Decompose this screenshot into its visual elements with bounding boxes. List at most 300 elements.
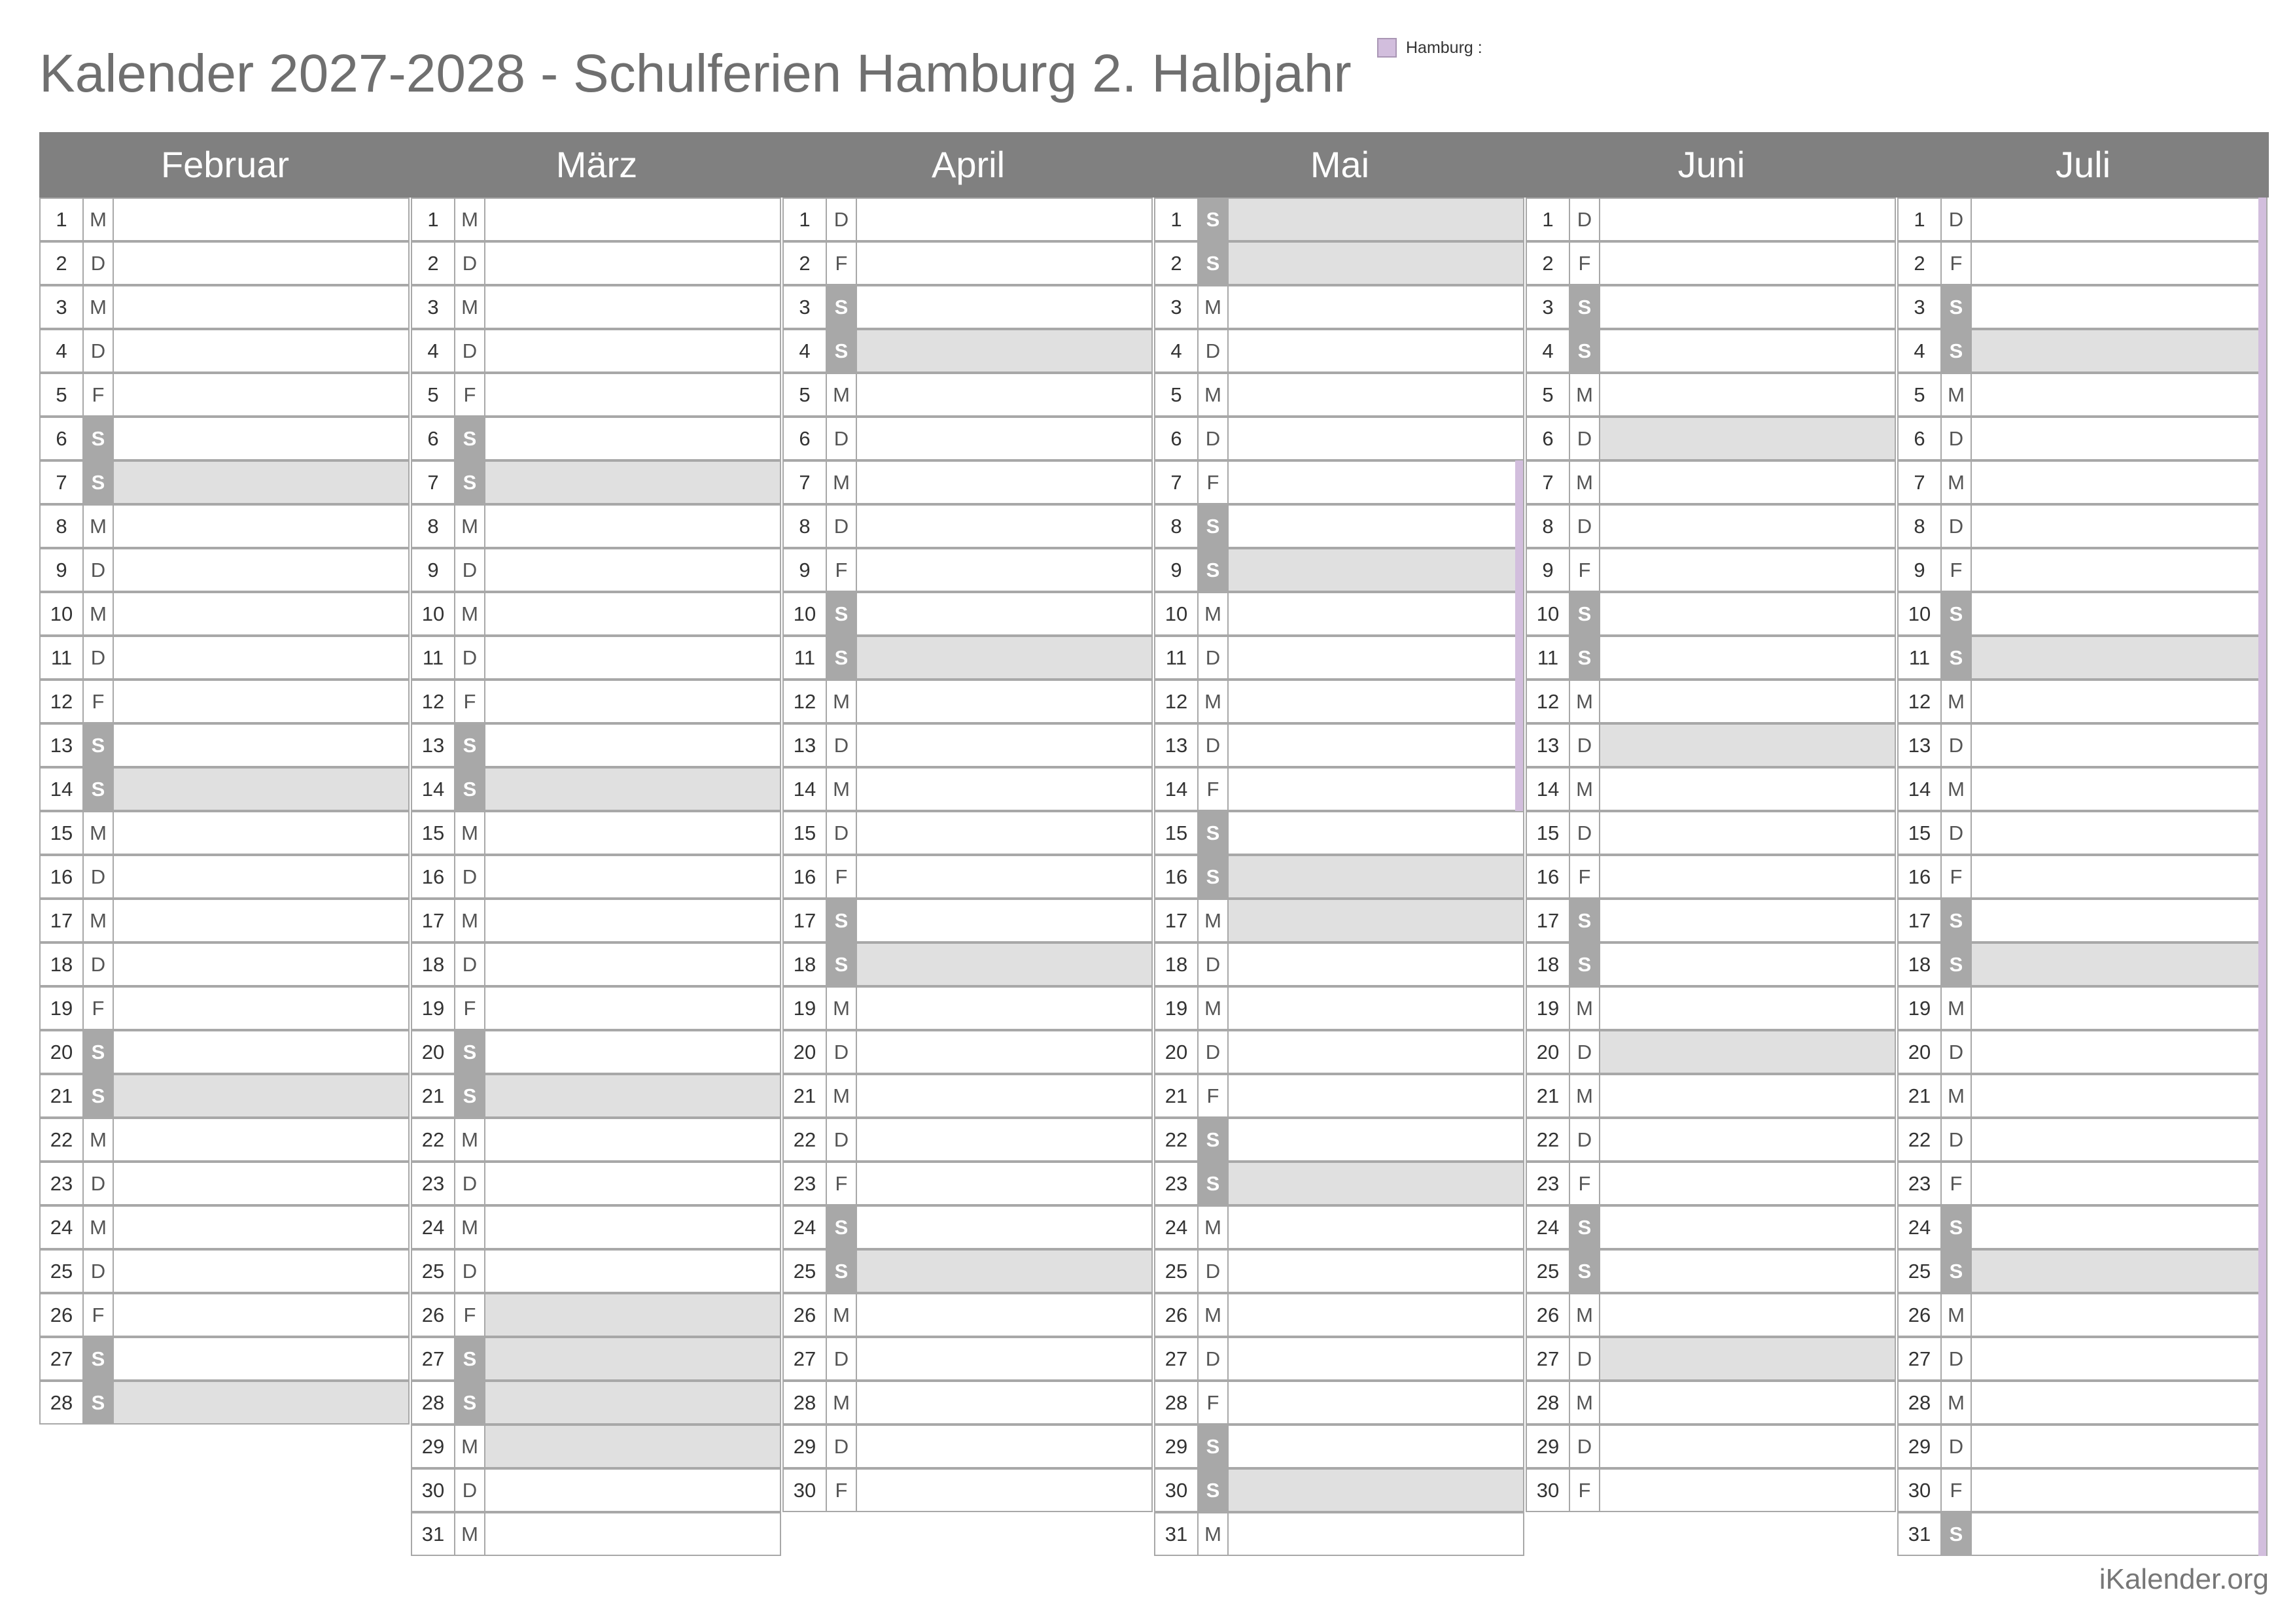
day-row [39, 636, 410, 680]
day-row [1526, 1293, 1896, 1337]
day-row [1154, 1162, 1524, 1205]
day-number: 12 [784, 681, 827, 722]
day-row [1526, 1468, 1896, 1512]
day-number: 2 [1155, 243, 1199, 284]
day-note-area [857, 900, 1151, 941]
day-note-area [1600, 549, 1895, 591]
day-number: 30 [784, 1470, 827, 1511]
day-row [411, 855, 781, 899]
day-number: 20 [1155, 1031, 1199, 1073]
legend-swatch [1377, 38, 1397, 58]
day-row [1526, 1162, 1896, 1205]
day-note-area [114, 812, 408, 854]
day-number: 28 [1899, 1382, 1942, 1423]
day-note-area [1600, 1382, 1895, 1423]
weekday-letter: S [827, 637, 857, 678]
day-note-area [1600, 812, 1895, 854]
day-row [1526, 1030, 1896, 1074]
day-number: 16 [1899, 856, 1942, 897]
weekday-letter: D [1199, 1338, 1229, 1379]
day-number: 17 [1527, 900, 1570, 941]
day-row [782, 1030, 1153, 1074]
day-number: 12 [1527, 681, 1570, 722]
day-note-area [114, 462, 408, 503]
day-row [1897, 198, 2268, 241]
day-number: 14 [1155, 769, 1199, 810]
weekday-letter: D [1199, 725, 1229, 766]
day-note-area [485, 637, 780, 678]
day-row [39, 1337, 410, 1381]
weekday-letter: F [1570, 549, 1600, 591]
day-row [411, 1162, 781, 1205]
day-row [411, 460, 781, 504]
day-row [1154, 899, 1524, 942]
day-note-area [114, 769, 408, 810]
day-row [782, 1293, 1153, 1337]
weekday-letter: D [1199, 418, 1229, 459]
weekday-letter: M [84, 1119, 114, 1160]
day-number: 16 [41, 856, 84, 897]
weekday-letter: D [455, 1251, 485, 1292]
day-row [411, 767, 781, 811]
day-number: 30 [1155, 1470, 1199, 1511]
weekday-letter: M [827, 988, 857, 1029]
day-note-area [1229, 944, 1523, 985]
day-number: 28 [784, 1382, 827, 1423]
weekday-letter: F [1942, 1470, 1972, 1511]
day-note-area [1229, 1031, 1523, 1073]
day-row [1897, 373, 2268, 417]
day-note-area [1972, 462, 2266, 503]
weekday-letter: S [1942, 900, 1972, 941]
weekday-letter: S [827, 330, 857, 371]
weekday-letter: S [1942, 1207, 1972, 1248]
day-note-area [1229, 1382, 1523, 1423]
weekday-letter: D [1199, 1031, 1229, 1073]
weekday-letter: F [455, 374, 485, 415]
day-note-area [1600, 681, 1895, 722]
day-number: 2 [1527, 243, 1570, 284]
day-row [1154, 504, 1524, 548]
weekday-letter: M [1942, 374, 1972, 415]
day-note-area [1229, 681, 1523, 722]
day-number: 21 [784, 1075, 827, 1116]
day-row [411, 1249, 781, 1293]
day-number: 4 [1155, 330, 1199, 371]
weekday-letter: S [1199, 549, 1229, 591]
weekday-letter: M [1199, 286, 1229, 328]
day-note-area [485, 681, 780, 722]
day-number: 11 [1527, 637, 1570, 678]
weekday-letter: F [1570, 243, 1600, 284]
day-note-area [1229, 1163, 1523, 1204]
weekday-letter: S [1942, 944, 1972, 985]
day-row [1897, 636, 2268, 680]
day-row [39, 767, 410, 811]
day-note-area [857, 637, 1151, 678]
day-row [1897, 241, 2268, 285]
day-note-area [857, 856, 1151, 897]
day-number: 31 [412, 1513, 455, 1555]
day-number: 31 [1155, 1513, 1199, 1555]
day-note-area [1600, 725, 1895, 766]
day-number: 4 [1527, 330, 1570, 371]
day-row [782, 1249, 1153, 1293]
weekday-letter: D [84, 243, 114, 284]
day-note-area [114, 1119, 408, 1160]
day-note-area [114, 1294, 408, 1336]
day-row [1154, 1118, 1524, 1162]
day-note-area [1600, 1119, 1895, 1160]
day-number: 9 [784, 549, 827, 591]
day-number: 30 [1527, 1470, 1570, 1511]
weekday-letter: M [455, 812, 485, 854]
day-number: 7 [1899, 462, 1942, 503]
day-note-area [1972, 286, 2266, 328]
day-number: 5 [1155, 374, 1199, 415]
day-number: 8 [412, 506, 455, 547]
day-number: 11 [1899, 637, 1942, 678]
month-header-5: Juni [1677, 144, 1745, 185]
day-row [1154, 198, 1524, 241]
day-note-area [1229, 637, 1523, 678]
day-number: 23 [1899, 1163, 1942, 1204]
day-note-area [114, 506, 408, 547]
day-row [1526, 285, 1896, 329]
day-number: 23 [784, 1163, 827, 1204]
weekday-letter: M [1570, 988, 1600, 1029]
day-note-area [1229, 900, 1523, 941]
weekday-letter: S [827, 286, 857, 328]
day-row [1154, 986, 1524, 1030]
weekday-letter: M [827, 374, 857, 415]
day-note-area [1229, 1207, 1523, 1248]
day-row [1154, 241, 1524, 285]
day-number: 22 [412, 1119, 455, 1160]
weekday-letter: S [827, 1207, 857, 1248]
day-number: 14 [1899, 769, 1942, 810]
day-note-area [1229, 1251, 1523, 1292]
weekday-letter: M [827, 462, 857, 503]
weekday-letter: F [455, 988, 485, 1029]
day-number: 1 [41, 199, 84, 240]
day-number: 23 [41, 1163, 84, 1204]
day-row [782, 1118, 1153, 1162]
day-row [1897, 1512, 2268, 1556]
day-row [411, 1205, 781, 1249]
footer-credit: iKalender.org [2099, 1563, 2269, 1595]
day-row [39, 899, 410, 942]
day-note-area [485, 1338, 780, 1379]
weekday-letter: D [827, 725, 857, 766]
day-row [1154, 1293, 1524, 1337]
day-note-area [1972, 330, 2266, 371]
day-row [39, 723, 410, 767]
weekday-letter: S [1942, 593, 1972, 634]
weekday-letter: S [84, 1338, 114, 1379]
day-note-area [1229, 856, 1523, 897]
day-number: 17 [1899, 900, 1942, 941]
weekday-letter: M [1942, 988, 1972, 1029]
day-row [411, 548, 781, 592]
day-note-area [485, 856, 780, 897]
day-number: 29 [1527, 1426, 1570, 1467]
day-row [782, 986, 1153, 1030]
weekday-letter: D [455, 243, 485, 284]
weekday-letter: D [84, 330, 114, 371]
weekday-letter: D [1570, 1031, 1600, 1073]
day-number: 13 [1527, 725, 1570, 766]
weekday-letter: F [1199, 769, 1229, 810]
weekday-letter: S [1570, 330, 1600, 371]
weekday-letter: F [455, 681, 485, 722]
day-number: 28 [1155, 1382, 1199, 1423]
day-note-area [485, 418, 780, 459]
day-note-area [114, 900, 408, 941]
day-note-area [114, 1382, 408, 1423]
day-note-area [485, 1294, 780, 1336]
day-row [39, 329, 410, 373]
day-note-area [1972, 1338, 2266, 1379]
day-number: 15 [1527, 812, 1570, 854]
day-row [1154, 285, 1524, 329]
day-number: 25 [1899, 1251, 1942, 1292]
day-number: 27 [784, 1338, 827, 1379]
day-row [1154, 329, 1524, 373]
weekday-letter: D [455, 549, 485, 591]
day-note-area [114, 1207, 408, 1248]
day-note-area [114, 418, 408, 459]
day-number: 11 [784, 637, 827, 678]
day-row [1154, 811, 1524, 855]
day-number: 1 [412, 199, 455, 240]
day-number: 30 [1899, 1470, 1942, 1511]
day-number: 14 [41, 769, 84, 810]
day-number: 15 [41, 812, 84, 854]
weekday-letter: D [1942, 418, 1972, 459]
day-note-area [485, 593, 780, 634]
day-row [1526, 811, 1896, 855]
day-note-area [1229, 374, 1523, 415]
weekday-letter: S [1199, 1163, 1229, 1204]
day-number: 20 [41, 1031, 84, 1073]
day-number: 24 [1527, 1207, 1570, 1248]
day-number: 9 [1155, 549, 1199, 591]
day-row [1526, 373, 1896, 417]
day-number: 12 [1155, 681, 1199, 722]
day-number: 6 [784, 418, 827, 459]
day-note-area [1600, 1075, 1895, 1116]
day-row [1526, 198, 1896, 241]
weekday-letter: S [1199, 1119, 1229, 1160]
weekday-letter: M [455, 1426, 485, 1467]
day-number: 22 [1527, 1119, 1570, 1160]
weekday-letter: F [827, 1470, 857, 1511]
weekday-letter: M [827, 1382, 857, 1423]
day-note-area [485, 549, 780, 591]
weekday-letter: M [1199, 593, 1229, 634]
weekday-letter: D [84, 1251, 114, 1292]
day-note-area [114, 725, 408, 766]
day-number: 7 [1527, 462, 1570, 503]
day-number: 8 [1155, 506, 1199, 547]
day-note-area [1229, 1513, 1523, 1555]
day-note-area [1600, 199, 1895, 240]
day-number: 15 [784, 812, 827, 854]
day-note-area [1229, 812, 1523, 854]
weekday-letter: M [455, 900, 485, 941]
day-row [39, 198, 410, 241]
weekday-letter: D [455, 1470, 485, 1511]
weekday-letter: D [1570, 1426, 1600, 1467]
weekday-letter: M [1570, 462, 1600, 503]
weekday-letter: D [455, 856, 485, 897]
weekday-letter: D [84, 549, 114, 591]
weekday-letter: S [1199, 856, 1229, 897]
day-row [411, 1337, 781, 1381]
day-note-area [1600, 900, 1895, 941]
day-note-area [485, 1207, 780, 1248]
day-note-area [1972, 900, 2266, 941]
day-row [1526, 1381, 1896, 1425]
day-note-area [1229, 1338, 1523, 1379]
day-number: 28 [412, 1382, 455, 1423]
day-number: 7 [784, 462, 827, 503]
day-number: 24 [1899, 1207, 1942, 1248]
day-note-area [1600, 1426, 1895, 1467]
day-note-area [857, 1163, 1151, 1204]
weekday-letter: S [1942, 637, 1972, 678]
weekday-letter: M [827, 1075, 857, 1116]
month-header-4: Mai [1310, 144, 1370, 185]
weekday-letter: M [1199, 900, 1229, 941]
day-number: 3 [1527, 286, 1570, 328]
weekday-letter: F [455, 1294, 485, 1336]
day-row [782, 899, 1153, 942]
day-note-area [1972, 549, 2266, 591]
weekday-letter: D [1570, 1119, 1600, 1160]
day-number: 3 [412, 286, 455, 328]
day-row [1897, 548, 2268, 592]
weekday-letter: M [1570, 681, 1600, 722]
day-row [1897, 986, 2268, 1030]
day-number: 10 [784, 593, 827, 634]
day-row [411, 1030, 781, 1074]
weekday-letter: S [1942, 1251, 1972, 1292]
day-row [411, 1074, 781, 1118]
weekday-letter: S [827, 900, 857, 941]
day-number: 12 [41, 681, 84, 722]
holiday-bar [2258, 198, 2266, 1556]
day-row [1154, 1030, 1524, 1074]
weekday-letter: D [827, 1031, 857, 1073]
day-row [1897, 329, 2268, 373]
weekday-letter: S [1942, 286, 1972, 328]
day-note-area [1229, 330, 1523, 371]
day-number: 29 [412, 1426, 455, 1467]
day-row [39, 548, 410, 592]
weekday-letter: D [827, 1119, 857, 1160]
day-number: 6 [41, 418, 84, 459]
day-row [411, 504, 781, 548]
day-row [1526, 986, 1896, 1030]
weekday-letter: D [1942, 1338, 1972, 1379]
day-note-area [114, 637, 408, 678]
weekday-letter: D [1942, 506, 1972, 547]
day-note-area [1229, 1075, 1523, 1116]
day-row [1154, 767, 1524, 811]
day-number: 3 [784, 286, 827, 328]
day-row [1154, 1381, 1524, 1425]
day-row [1897, 417, 2268, 460]
day-row [411, 1512, 781, 1556]
weekday-letter: S [455, 769, 485, 810]
day-note-area [857, 418, 1151, 459]
day-row [1897, 504, 2268, 548]
day-number: 28 [1527, 1382, 1570, 1423]
day-row [411, 241, 781, 285]
day-row [39, 1162, 410, 1205]
day-number: 6 [1527, 418, 1570, 459]
weekday-letter: D [455, 1163, 485, 1204]
weekday-letter: S [84, 725, 114, 766]
day-row [411, 1468, 781, 1512]
day-row [1897, 811, 2268, 855]
weekday-letter: S [455, 1338, 485, 1379]
day-row [39, 1381, 410, 1425]
day-number: 26 [1155, 1294, 1199, 1336]
day-row [1526, 942, 1896, 986]
day-row [411, 1118, 781, 1162]
day-row [39, 986, 410, 1030]
day-number: 9 [412, 549, 455, 591]
day-note-area [1600, 944, 1895, 985]
weekday-letter: M [84, 506, 114, 547]
day-number: 19 [1155, 988, 1199, 1029]
weekday-letter: M [1570, 1382, 1600, 1423]
day-note-area [857, 462, 1151, 503]
day-row [1154, 373, 1524, 417]
weekday-letter: S [1199, 1426, 1229, 1467]
day-number: 19 [412, 988, 455, 1029]
day-row [782, 1337, 1153, 1381]
day-number: 20 [412, 1031, 455, 1073]
day-row [1526, 329, 1896, 373]
legend [1377, 38, 1482, 58]
day-note-area [485, 199, 780, 240]
month-header-6: Juli [2055, 144, 2111, 185]
day-note-area [485, 462, 780, 503]
day-row [1526, 504, 1896, 548]
day-row [1897, 1293, 2268, 1337]
day-note-area [485, 1031, 780, 1073]
weekday-letter: S [455, 1382, 485, 1423]
weekday-letter: D [1570, 812, 1600, 854]
weekday-letter: D [1199, 944, 1229, 985]
day-note-area [1972, 243, 2266, 284]
day-row [1154, 548, 1524, 592]
day-number: 19 [1899, 988, 1942, 1029]
day-number: 25 [1155, 1251, 1199, 1292]
weekday-letter: S [455, 418, 485, 459]
day-note-area [1600, 506, 1895, 547]
day-note-area [1972, 1163, 2266, 1204]
day-number: 24 [412, 1207, 455, 1248]
day-number: 19 [1527, 988, 1570, 1029]
day-row [1154, 1512, 1524, 1556]
day-number: 15 [412, 812, 455, 854]
weekday-letter: D [1570, 725, 1600, 766]
